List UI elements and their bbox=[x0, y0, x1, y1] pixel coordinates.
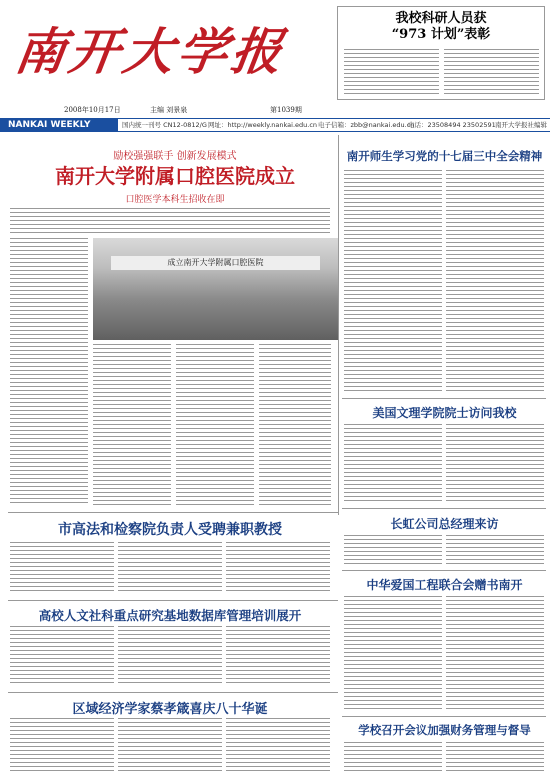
procurator-text-col3 bbox=[226, 542, 330, 594]
procurator-text-col1 bbox=[10, 542, 114, 594]
top-story-title: 我校科研人员获 “973 计划”表彰 bbox=[391, 11, 491, 42]
headline-american-college: 美国文理学院院士访问我校 bbox=[372, 406, 517, 420]
info-bar bbox=[0, 118, 550, 132]
top-story-box bbox=[337, 6, 545, 100]
economist-text-col3 bbox=[226, 718, 330, 774]
headline-zhonghua: 中华爱国工程联合会赠书南开 bbox=[366, 578, 523, 592]
rule bbox=[8, 600, 338, 601]
lead-title: 南开大学附属口腔医院成立 bbox=[55, 164, 295, 188]
lead-text-top bbox=[10, 208, 330, 234]
column-divider bbox=[338, 135, 339, 515]
economist-text-col2 bbox=[118, 718, 222, 774]
publisher-text: 南开大学报社编辑 bbox=[495, 121, 547, 129]
rule bbox=[342, 398, 546, 399]
right-top-text-col2 bbox=[446, 170, 544, 392]
masthead-issue: 第1039期 bbox=[270, 106, 302, 114]
database-text-col2 bbox=[118, 626, 222, 686]
email-link[interactable]: 电子信箱：zbb@nankai.edu.cn bbox=[318, 121, 415, 129]
top-story-text-col2 bbox=[444, 49, 539, 95]
lead-subtitle: 口腔医学本科生招收在即 bbox=[125, 195, 225, 205]
masthead-date: 2008年10月17日 bbox=[64, 106, 121, 114]
phone-text: 电话：23508494 23502591 bbox=[408, 121, 496, 129]
brand-label: NANKAI WEEKLY bbox=[0, 119, 118, 131]
rule bbox=[8, 692, 338, 693]
zhonghua-text-col1 bbox=[344, 596, 442, 712]
headline-procurator: 市高法和检察院负责人受聘兼职教授 bbox=[58, 522, 282, 538]
top-story-text-col1 bbox=[344, 49, 439, 95]
american-text-col1 bbox=[344, 424, 442, 502]
procurator-text-col2 bbox=[118, 542, 222, 594]
headline-changhong: 长虹公司总经理来访 bbox=[390, 517, 499, 531]
zhonghua-text-col2 bbox=[446, 596, 544, 712]
right-top-text-col1 bbox=[344, 170, 442, 392]
headline-right-top: 南开师生学习党的十七届三中全会精神 bbox=[346, 149, 543, 163]
finance-text-col1 bbox=[344, 742, 442, 774]
masthead-editor: 主编 刘景泉 bbox=[150, 106, 188, 114]
lead-photo bbox=[93, 238, 338, 340]
lead-kicker: 励校强强联手 创新发展模式 bbox=[113, 151, 237, 162]
headline-database: 高校人文社科重点研究基地数据库管理培训展开 bbox=[38, 608, 302, 623]
rule bbox=[8, 512, 338, 513]
masthead bbox=[12, 8, 332, 88]
lead-text-col4 bbox=[259, 344, 331, 506]
rule bbox=[342, 508, 546, 509]
database-text-col1 bbox=[10, 626, 114, 686]
changhong-text-col1 bbox=[344, 535, 442, 565]
changhong-text-col2 bbox=[446, 535, 544, 565]
finance-text-col2 bbox=[446, 742, 544, 774]
headline-economist: 区域经济学家蔡孝箴喜庆八十华诞 bbox=[72, 702, 268, 717]
lead-text-col2 bbox=[93, 344, 171, 506]
database-text-col3 bbox=[226, 626, 330, 686]
cn-code: 国内统一刊号 CN12-0812/G bbox=[122, 121, 207, 129]
website-link[interactable]: 网址：http://weekly.nankai.edu.cn bbox=[208, 121, 318, 129]
american-text-col2 bbox=[446, 424, 544, 502]
masthead-title: 南开大学报 bbox=[11, 22, 290, 81]
headline-finance: 学校召开会议加强财务管理与督导 bbox=[358, 723, 531, 737]
economist-text-col1 bbox=[10, 718, 114, 774]
photo-banner: 成立南开大学附属口腔医院 bbox=[111, 256, 320, 270]
lead-text-col3 bbox=[176, 344, 254, 506]
rule bbox=[342, 716, 546, 717]
lead-text-col1 bbox=[10, 238, 88, 506]
rule bbox=[342, 570, 546, 571]
